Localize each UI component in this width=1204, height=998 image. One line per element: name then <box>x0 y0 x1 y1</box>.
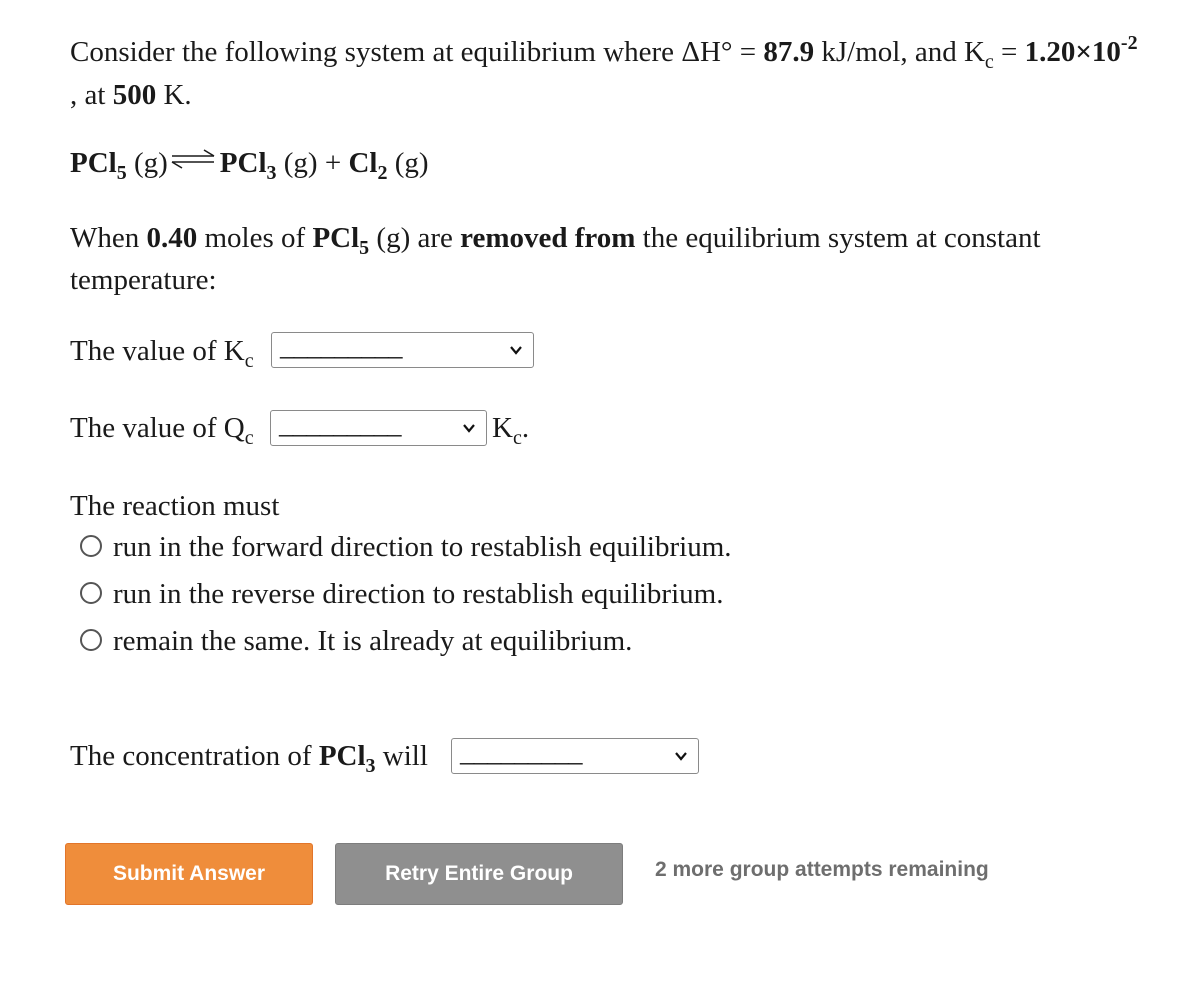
attempts-remaining-text: 2 more group attempts remaining <box>655 858 989 881</box>
submit-answer-button[interactable]: Submit Answer <box>65 843 313 905</box>
qc-select-value: _________ <box>279 408 401 440</box>
qc-select[interactable] <box>270 410 487 446</box>
kc-select[interactable] <box>271 332 534 368</box>
intro-line-2: , at 500 K. <box>70 79 192 111</box>
radio-label: run in the reverse direction to restablish equilibrium. <box>113 578 724 610</box>
kc-value: 1.20×10 <box>1024 36 1121 68</box>
radio-label: run in the forward direction to restablish equilibrium. <box>113 531 732 563</box>
delta-h-value: 87.9 <box>763 36 815 68</box>
change-statement-line-1: When 0.40 moles of PCl$_5$ (g) are removed from the equilibrium system at constant <box>70 222 1041 259</box>
chevron-down-icon <box>674 749 688 763</box>
delta-h-symbol: ΔH° = <box>681 36 764 68</box>
radio-button[interactable] <box>80 629 102 651</box>
temperature-value: 500 <box>112 79 157 111</box>
reaction-equation: PCl$_5$ (g) PCl$_3$ $(g) + Cl_2$ (g) <box>70 147 429 184</box>
reaction-must-label: The reaction must <box>70 490 280 522</box>
kc-select-value: _________ <box>280 330 402 362</box>
change-statement-line-2: temperature: <box>70 264 217 296</box>
radio-button[interactable] <box>80 582 102 604</box>
radio-button[interactable] <box>80 535 102 557</box>
intro-line-1: Consider the following system at equilibrium where ΔH° = 87.9 kJ/mol, and $K_c = 1.20\times 10^{-2}$ <box>70 32 1138 73</box>
radio-label: remain the same. It is already at equilibrium. <box>113 625 633 657</box>
chevron-down-icon <box>462 421 476 435</box>
kc-question-label: The value of $K_c$ <box>70 335 254 372</box>
concentration-select-value: _________ <box>460 736 582 768</box>
chevron-down-icon <box>509 343 523 357</box>
retry-entire-group-button[interactable]: Retry Entire Group <box>335 843 623 905</box>
concentration-question-label: The concentration of PCl$_3$ will <box>70 740 428 777</box>
qc-question-label: The value of $Q_c$ <box>70 412 254 449</box>
equilibrium-arrow-icon <box>170 148 216 170</box>
qc-suffix: $K_c$. <box>492 412 530 449</box>
concentration-select[interactable] <box>451 738 699 774</box>
